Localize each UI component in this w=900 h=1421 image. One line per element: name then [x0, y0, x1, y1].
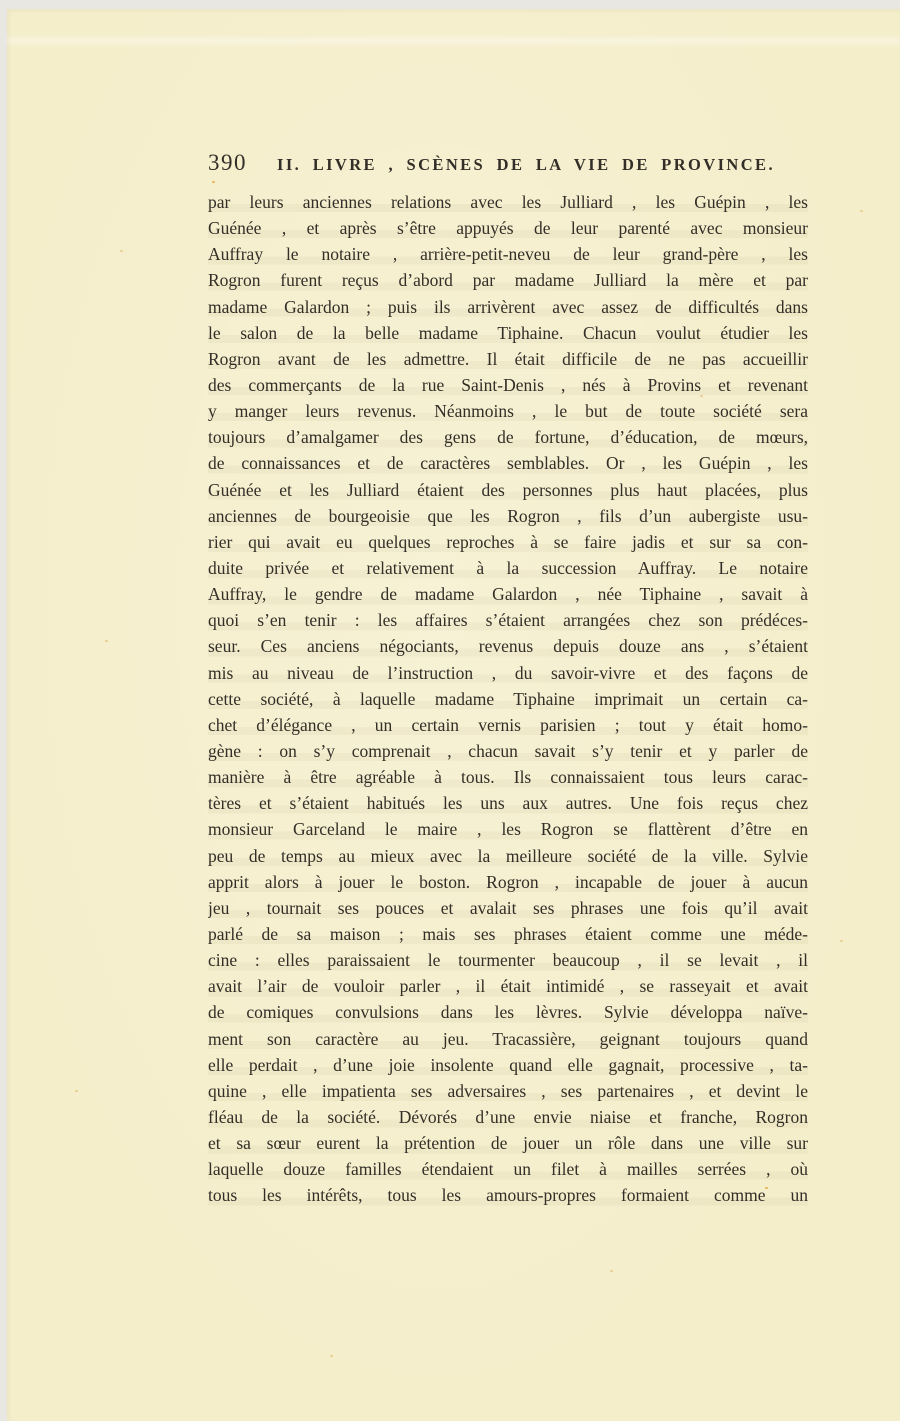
text-line: chet d’élégance , un certain vernis parisien ; tout y était homo-	[208, 714, 808, 735]
text-line: toujours d’amalgamer des gens de fortune, d’éducation, de mœurs,	[208, 427, 808, 448]
running-title: II. LIVRE , SCÈNES DE LA VIE DE PROVINCE.	[277, 155, 775, 174]
text-block	[208, 150, 808, 1208]
text-line: tous les intérêts, tous les amours-propres formaient comme un	[208, 1185, 808, 1206]
text-line: Rogron avant de les admettre. Il était difficile de ne pas accueillir	[208, 348, 808, 369]
text-line: de connaissances et de caractères semblables. Or , les Guépin , les	[208, 453, 808, 474]
text-line: rier qui avait eu quelques reproches à se faire jadis et sur sa con-	[208, 531, 808, 552]
dust-speck	[840, 940, 843, 942]
text-line: cette société, à laquelle madame Tiphaine imprimait un certain ca-	[208, 688, 808, 709]
text-line: fléau de la société. Dévorés d’une envie niaise et franche, Rogron	[208, 1106, 808, 1127]
dust-speck	[610, 1270, 613, 1272]
page-header	[208, 150, 808, 176]
dust-speck	[120, 250, 123, 252]
text-line: madame Galardon ; puis ils arrivèrent avec assez de difficultés dans	[208, 296, 808, 317]
scan-light-band	[7, 37, 900, 45]
body-text	[208, 189, 808, 1208]
text-line: seur. Ces anciens négociants, revenus depuis douze ans , s’étaient	[208, 636, 808, 657]
dust-speck	[860, 210, 863, 212]
text-line: gène : on s’y comprenait , chacun savait s’y tenir et y parler de	[208, 740, 808, 761]
text-line: et sa sœur eurent la prétention de jouer un rôle dans une ville sur	[208, 1133, 808, 1154]
text-line: monsieur Garceland le maire , les Rogron se flattèrent d’être en	[208, 819, 808, 840]
text-line: Auffray le notaire , arrière-petit-neveu de leur grand-père , les	[208, 244, 808, 265]
text-line: le salon de la belle madame Tiphaine. Chacun voulut étudier les	[208, 322, 808, 343]
text-line: quine , elle impatienta ses adversaires , ses partenaires , et devint le	[208, 1080, 808, 1101]
text-line: de comiques convulsions dans les lèvres. Sylvie développa naïve-	[208, 1002, 808, 1023]
paper	[7, 9, 900, 1421]
text-line: duite privée et relativement à la succession Auffray. Le notaire	[208, 557, 808, 578]
text-line: par leurs anciennes relations avec les Julliard , les Guépin , les	[208, 192, 808, 212]
dust-speck	[330, 1355, 333, 1357]
text-line: parlé de sa maison ; mais ses phrases étaient comme une méde-	[208, 923, 808, 944]
text-line: mis au niveau de l’instruction , du savoir-vivre et des façons de	[208, 662, 808, 683]
text-line: avait l’air de vouloir parler , il était intimidé , se rasseyait et avait	[208, 976, 808, 997]
text-line: Guénée , et après s’être appuyés de leur parenté avec monsieur	[208, 218, 808, 239]
text-line: peu de temps au mieux avec la meilleure société de la ville. Sylvie	[208, 845, 808, 866]
text-line: elle perdait , d’une joie insolente quand elle gagnait, processive , ta-	[208, 1054, 808, 1075]
text-line: y manger leurs revenus. Néanmoins , le but de toute société sera	[208, 401, 808, 422]
text-line: tères et s’étaient habitués les uns aux autres. Une fois reçus chez	[208, 793, 808, 814]
text-line: apprit alors à jouer le boston. Rogron , incapable de jouer à aucun	[208, 871, 808, 892]
text-line: anciennes de bourgeoisie que les Rogron , fils d’un aubergiste usu-	[208, 505, 808, 526]
text-line: laquelle douze familles étendaient un filet à mailles serrées , où	[208, 1159, 808, 1180]
text-line: cine : elles paraissaient le tourmenter beaucoup , il se levait , il	[208, 950, 808, 971]
dust-speck	[105, 640, 108, 642]
text-line: Rogron furent reçus d’abord par madame Julliard la mère et par	[208, 270, 808, 291]
text-line: manière à être agréable à tous. Ils connaissaient tous leurs carac-	[208, 767, 808, 788]
text-line: quoi s’en tenir : les affaires s’étaient arrangées chez son prédéces-	[208, 610, 808, 631]
text-line: Guénée et les Julliard étaient des personnes plus haut placées, plus	[208, 479, 808, 500]
text-line: ment son caractère au jeu. Tracassière, geignant toujours quand	[208, 1028, 808, 1049]
dust-speck	[75, 1090, 78, 1092]
text-line: jeu , tournait ses pouces et avalait ses phrases une fois qu’il avait	[208, 897, 808, 918]
text-line: Auffray, le gendre de madame Galardon , née Tiphaine , savait à	[208, 584, 808, 605]
text-line: des commerçants de la rue Saint-Denis , nés à Provins et revenant	[208, 374, 808, 395]
page-number: 390	[208, 150, 247, 175]
